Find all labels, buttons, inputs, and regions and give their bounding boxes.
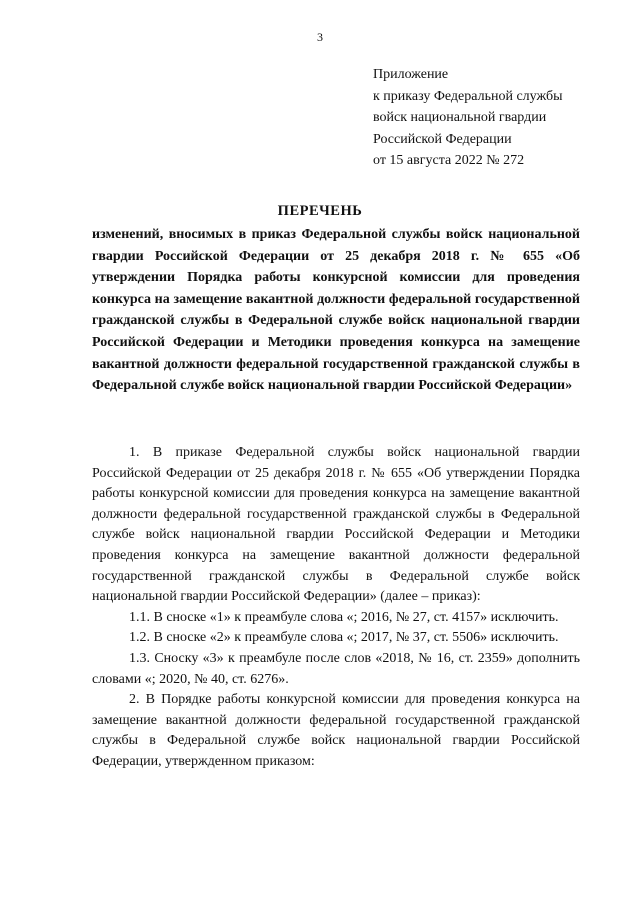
paragraph: 2. В Порядке работы конкурсной комиссии для проведения конкурса на замещение вакантной должности федеральной государственной гражданской службы в Федеральной службе войск национальной гвардии Российской Федерации, утвержденном приказом: — [92, 692, 580, 769]
document-title: ПЕРЕЧЕНЬ — [277, 203, 363, 219]
paragraph: 1. В приказе Федеральной службы войск национальной гвардии Российской Федерации от 25 декабря 2018 г. № 655 «Об утверждении Порядка работы конкурсной комиссии для проведения конкурса на замещение вакантной должности федеральной государственной гражданской службы в Федеральной службе войск национальной гвардии Российской Федерации и Методики проведения конкурса на замещение вакантной должности федеральной государственной гражданской службы в Федеральной службе войск национальной гвардии Российской Федерации» (далее – приказ): — [92, 445, 580, 605]
appendix-line: от 15 августа 2022 № 272 — [373, 153, 525, 168]
page-number: 3 — [317, 30, 323, 44]
paragraph: 1.2. В сноске «2» к преамбуле слова «; 2017, № 37, ст. 5506» исключить. — [129, 630, 559, 646]
appendix-line: Приложение — [373, 67, 449, 82]
document-body — [92, 443, 580, 773]
appendix-line: к приказу Федеральной службы — [373, 88, 563, 104]
document-subtitle: изменений, вносимых в приказ Федеральной службы войск национальной гвардии Российской Федерации от 25 декабря 2018 г. № 655 «Об утверждении Порядка работы конкурсной комиссии для проведения конкурса на замещение вакантной должности федеральной государственной гражданской службы в Федеральной службе войск национальной гвардии Российской Федерации и Методики проведения конкурса на замещение вакантной должности федеральной государственной гражданской службы в Федеральной службе войск национальной гвардии Российской Федерации» — [92, 227, 580, 394]
appendix-line: Российской Федерации — [373, 131, 512, 147]
appendix-line: войск национальной гвардии — [373, 110, 547, 125]
paragraph: 1.3. Сноску «3» к преамбуле после слов «2018, № 16, ст. 2359» дополнить словами «; 2020, № 40, ст. 6276». — [92, 650, 580, 687]
paragraph: 1.1. В сноске «1» к преамбуле слова «; 2016, № 27, ст. 4157» исключить. — [129, 609, 559, 625]
appendix-block — [373, 64, 623, 172]
